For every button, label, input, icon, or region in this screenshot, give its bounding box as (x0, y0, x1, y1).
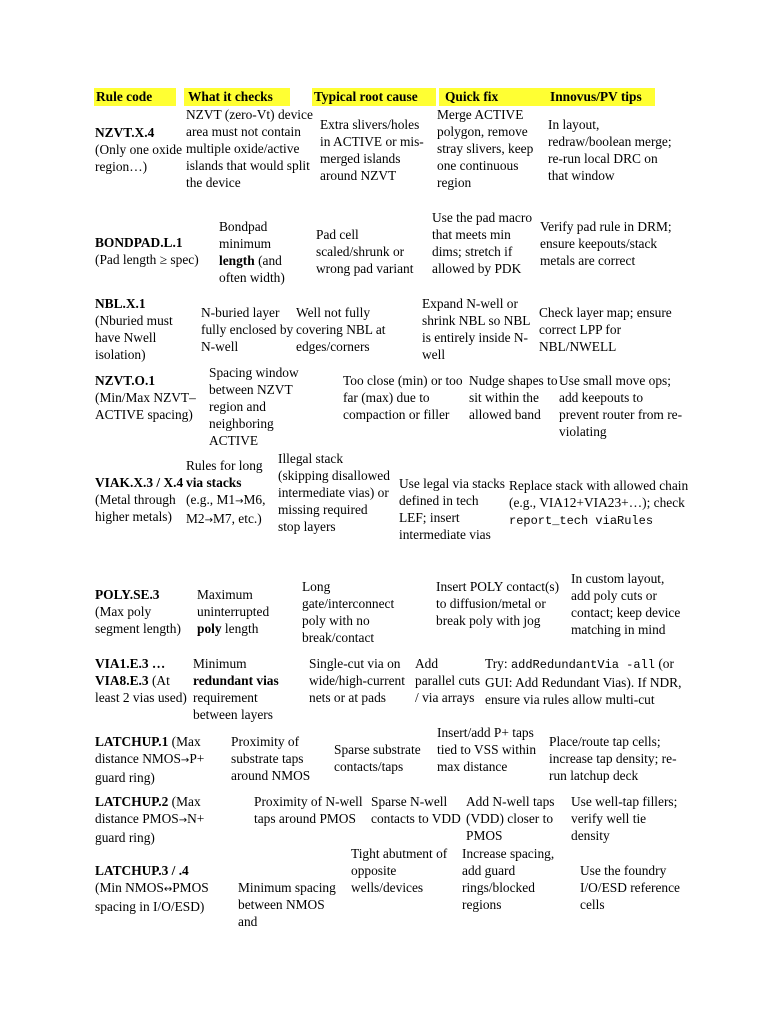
rule-code: BONDPAD.L.1 (95, 235, 183, 250)
what-it-checks-cell: Maximum uninterrupted poly length (197, 587, 270, 636)
tips-cell: Use the foundry I/O/ESD reference cells (580, 863, 681, 912)
rule-code-cell (95, 474, 187, 525)
rule-code: POLY.SE.3 (95, 587, 160, 602)
root-cause-cell: Long gate/interconnect poly with no break/contact (302, 579, 395, 645)
rule-description: (Only one oxide region…) (95, 142, 183, 174)
header-rule-code: Rule code (94, 88, 176, 106)
rule-code: LATCHUP.2 (95, 794, 169, 809)
rule-description: (Nburied must have Nwell isolation) (95, 313, 173, 362)
what-it-checks-cell: Proximity of substrate taps around NMOS (231, 734, 311, 783)
what-it-checks-cell: Bondpad minimum length (and often width) (219, 219, 285, 285)
rule-code-cell (95, 372, 207, 423)
quick-fix-cell: Add parallel cuts / via arrays (415, 656, 481, 705)
what-it-checks-cell: Rules for long via stacks (e.g., M1→M6, M2→M7, etc.) (186, 458, 266, 526)
rule-description: (Pad length ≥ spec) (95, 252, 199, 267)
root-cause-cell: Too close (min) or too far (max) due to compaction or filler (343, 373, 463, 422)
header-quick-fix: Quick fix (439, 88, 515, 106)
rule-code: LATCHUP.3 / .4 (95, 863, 189, 878)
quick-fix-cell: Merge ACTIVE polygon, remove stray slivers, keep one continuous region (437, 107, 534, 190)
rule-description: (Min/Max NZVT–ACTIVE spacing) (95, 390, 196, 422)
rule-code: LATCHUP.1 (95, 734, 169, 749)
root-cause-cell: Well not fully covering NBL at edges/corners (296, 305, 386, 354)
arrow-right-icon: → (204, 515, 213, 526)
quick-fix-cell: Increase spacing, add guard rings/blocked regions (462, 846, 555, 912)
what-it-checks-cell: Minimum spacing between NMOS and (238, 880, 336, 929)
inline-code: addRedundantVia -all (510, 658, 655, 672)
inline-code: report_tech viaRules (509, 514, 654, 528)
what-it-checks-cell: N-buried layer fully enclosed by N-well (201, 305, 294, 354)
rule-code: NZVT.X.4 (95, 125, 155, 140)
tips-cell: Use well-tap fillers; verify well tie density (571, 794, 678, 843)
arrow-right-icon: → (180, 755, 190, 766)
root-cause-cell: Sparse N-well contacts to VDD (371, 794, 461, 826)
what-it-checks-cell: Minimum redundant vias requirement between layers (193, 656, 279, 722)
tips-cell: Place/route tap cells; increase tap density; re-run latchup deck (549, 734, 677, 783)
quick-fix-cell: Add N-well taps (VDD) closer to PMOS (466, 794, 555, 843)
what-it-checks-cell: NZVT (zero-Vt) device area must not contain multiple oxide/active islands that would split the device (186, 107, 313, 190)
tips-cell: Use small move ops; add keepouts to prevent router from re-violating (559, 373, 683, 439)
arrow-both-icon: ↔ (163, 884, 173, 895)
rule-code-cell (95, 586, 199, 637)
root-cause-cell: Extra slivers/holes in ACTIVE or mis-merged islands around NZVT (320, 117, 424, 183)
quick-fix-cell: Insert POLY contact(s) to diffusion/metal or break poly with jog (436, 579, 560, 628)
quick-fix-cell: Nudge shapes to sit within the allowed band (469, 373, 558, 422)
quick-fix-cell: Insert/add P+ taps tied to VSS within max distance (437, 725, 537, 774)
tips-cell: In custom layout, add poly cuts or contact; keep device matching in mind (571, 571, 681, 637)
rule-code-cell: LATCHUP.3 / .4 (Min NMOS↔PMOS spacing in I/O/ESD) (95, 863, 209, 914)
root-cause-cell: Single-cut via on wide/high-current nets or at pads (309, 656, 405, 705)
arrow-right-icon: → (235, 496, 244, 507)
root-cause-cell: Pad cell scaled/shrunk or wrong pad variant (316, 227, 414, 276)
tips-cell: Replace stack with allowed chain (e.g., VIA12+VIA23+…); check report_tech viaRules (509, 478, 689, 528)
quick-fix-cell: Expand N-well or shrink NBL so NBL is entirely inside N-well (422, 296, 530, 362)
rule-description: (Max poly segment length) (95, 604, 181, 636)
header-what-it-checks: What it checks (184, 88, 290, 106)
tips-cell: Try: addRedundantVia -all (or GUI: Add Redundant Vias). If NDR, ensure via rules allow multi-cut (485, 656, 682, 707)
rule-code-cell (95, 295, 193, 363)
arrow-right-icon: → (178, 815, 188, 826)
rule-code-cell (95, 234, 220, 268)
tips-cell: In layout, redraw/boolean merge; re-run local DRC on that window (548, 117, 672, 183)
tips-cell: Check layer map; ensure correct LPP for NBL/NWELL (539, 305, 672, 354)
root-cause-cell: Sparse substrate contacts/taps (334, 742, 421, 774)
quick-fix-cell: Use the pad macro that meets min dims; stretch if allowed by PDK (432, 210, 533, 276)
what-it-checks-cell: Proximity of N-well taps around PMOS (254, 794, 363, 826)
tips-cell: Verify pad rule in DRM; ensure keepouts/stack metals are correct (540, 219, 672, 268)
rule-code-cell: LATCHUP.2 (Max distance PMOS→N+ guard ring) (95, 794, 205, 845)
header-tips: Innovus/PV tips (512, 88, 655, 106)
what-it-checks-cell: Spacing window between NZVT region and neighboring ACTIVE (209, 365, 299, 448)
quick-fix-cell: Use legal via stacks defined in tech LEF; insert intermediate vias (399, 476, 505, 542)
root-cause-cell: Tight abutment of opposite wells/devices (351, 846, 448, 895)
rule-description: (At least 2 vias used) (95, 673, 187, 705)
rule-code-cell (95, 124, 183, 175)
rule-code: VIA1.E.3 … VIA8.E.3 (95, 656, 166, 688)
header-root-cause: Typical root cause (312, 88, 436, 106)
rule-code-cell (95, 655, 191, 706)
rule-description: (Metal through higher metals) (95, 492, 176, 524)
root-cause-cell: Illegal stack (skipping disallowed intermediate vias) or missing required stop layers (278, 451, 390, 534)
rule-code: NZVT.O.1 (95, 373, 156, 388)
rule-code: VIAK.X.3 / X.4 (95, 475, 184, 490)
rule-code-cell: LATCHUP.1 (Max distance NMOS→P+ guard ring) (95, 734, 205, 785)
rule-code: NBL.X.1 (95, 296, 146, 311)
